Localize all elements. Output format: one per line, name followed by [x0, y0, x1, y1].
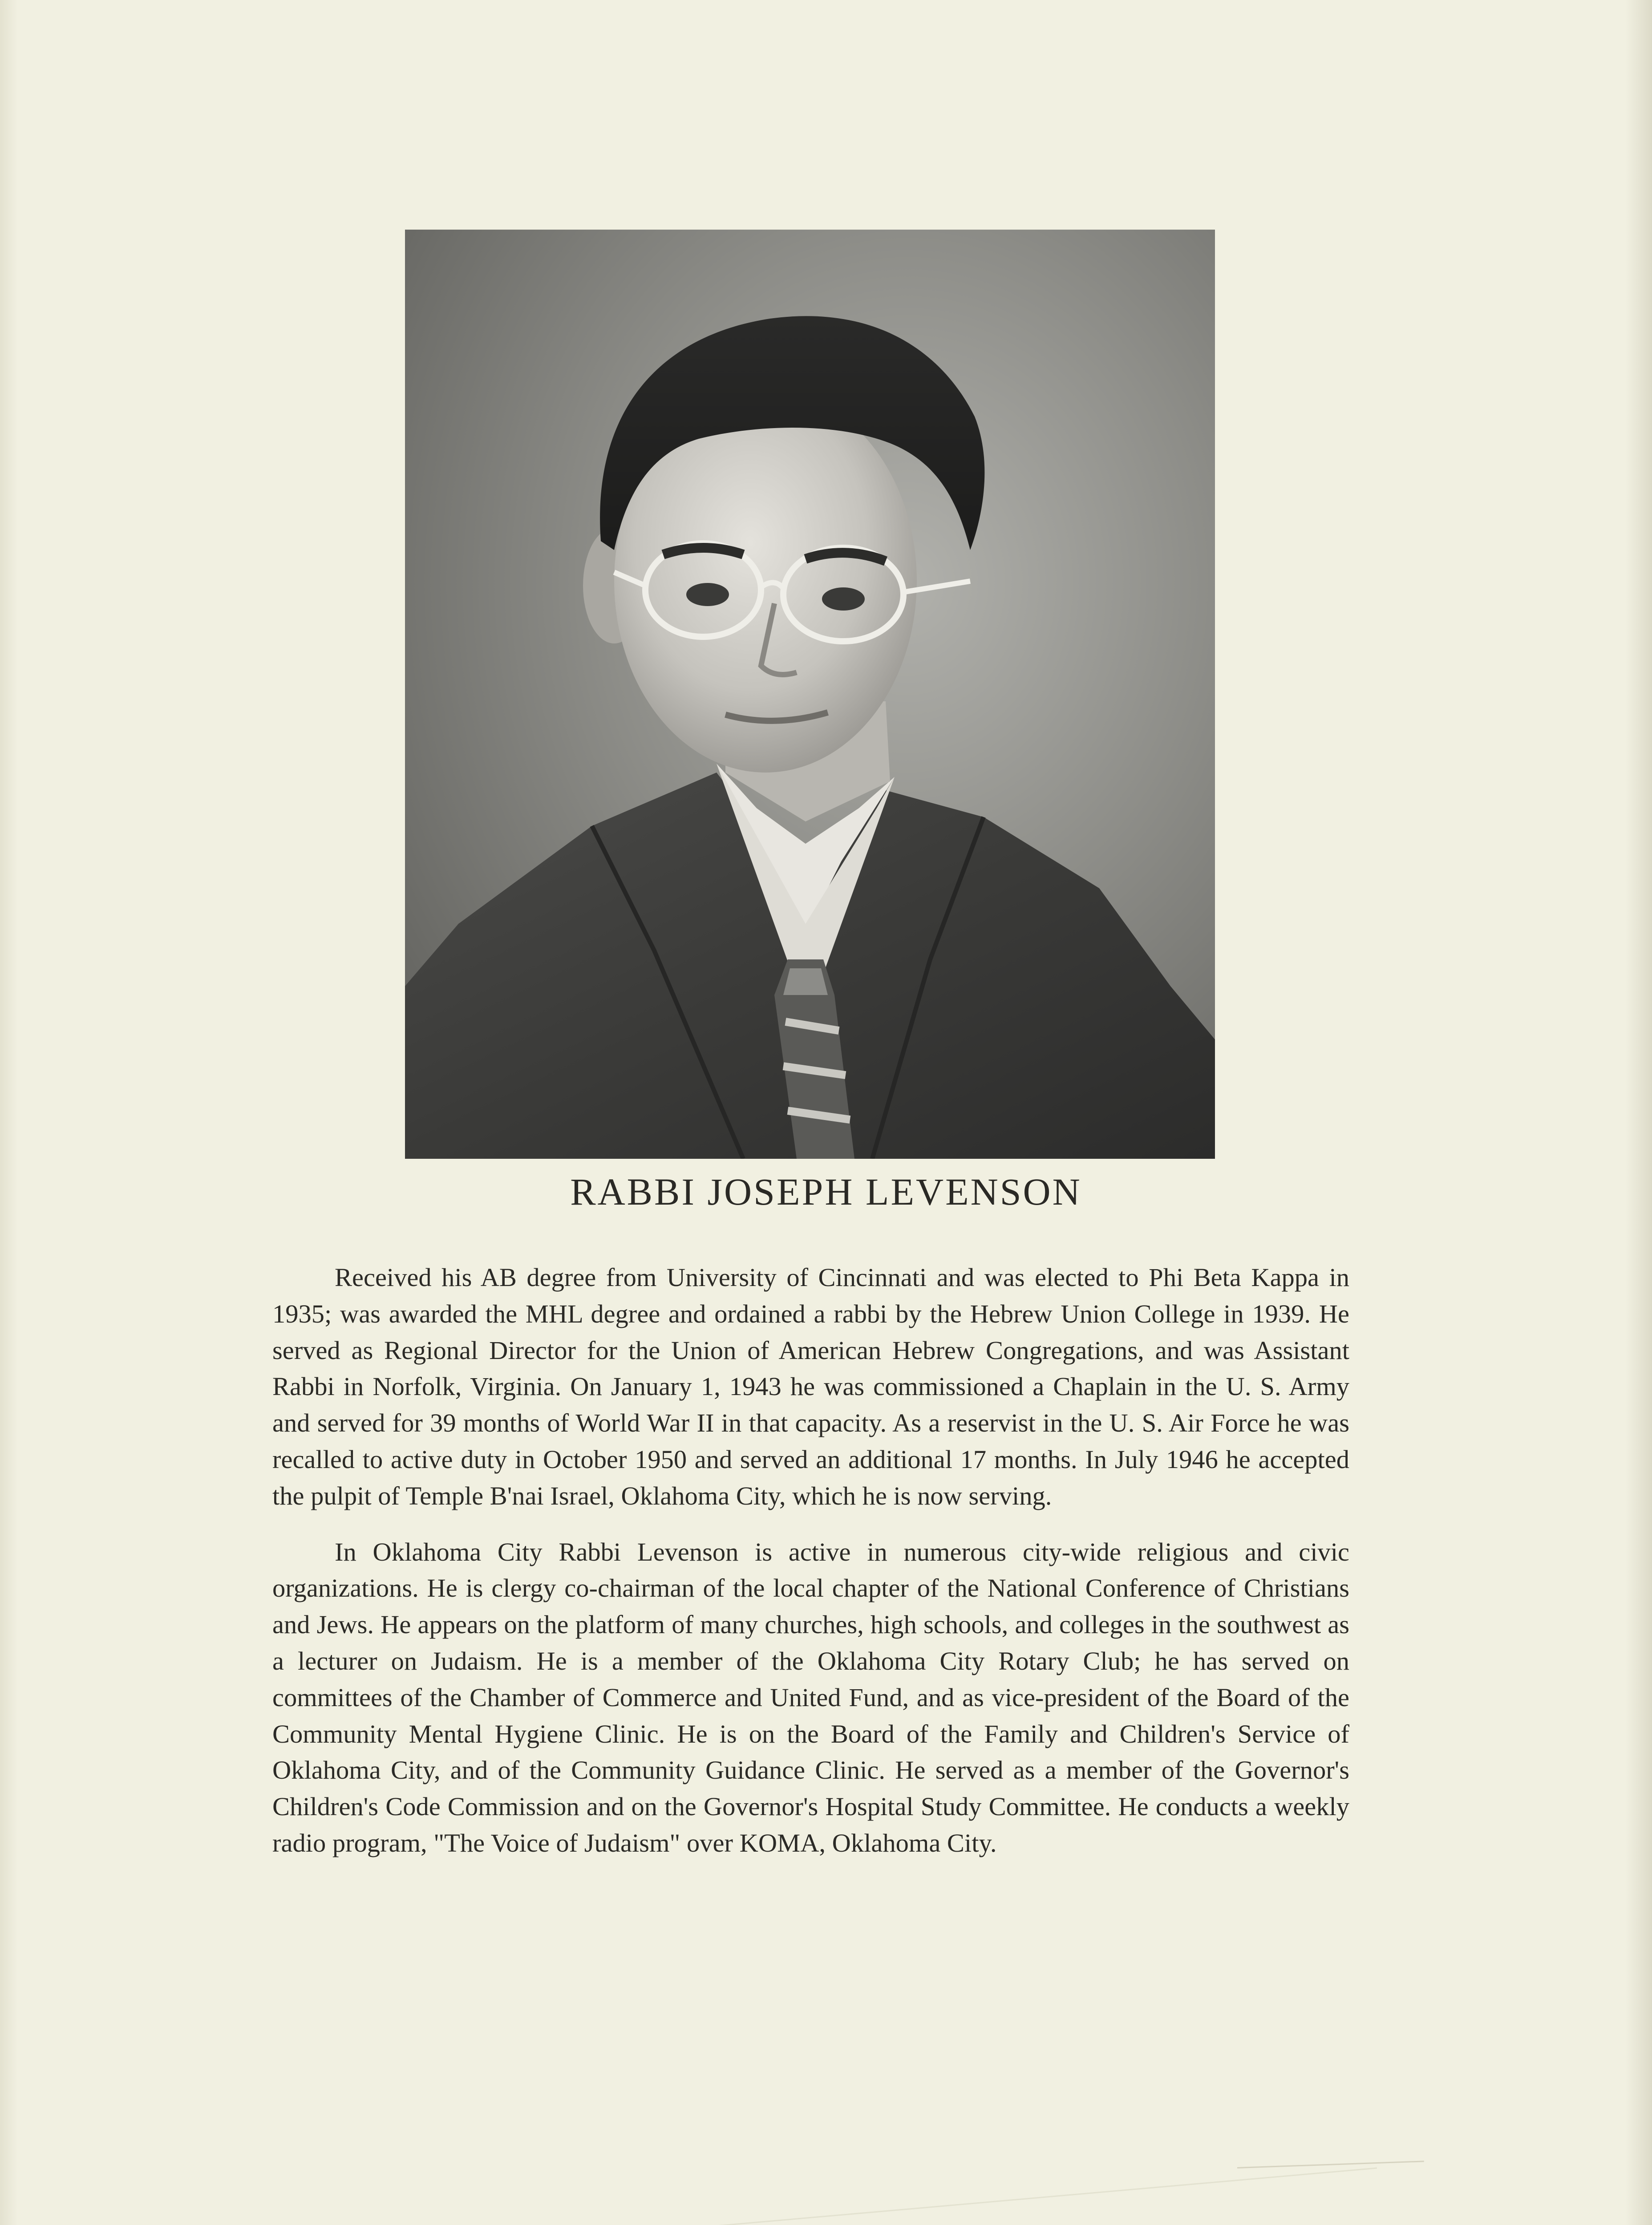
- bio-paragraph: In Oklahoma City Rabbi Levenson is active in numerous city-wide religious and civic organizations. He is clergy co-chairman of the local chapter of the National Conference of Christians and Jews. He appears on the platform of many churches, high schools, and colleges in the southwest as a lecturer on Judaism. He is a member of the Oklahoma City Rotary Club; he has served on committees of the Chamber of Commerce and United Fund, and as vice-president of the Board of the Community Mental Hygiene Clinic. He is on the Board of the Family and Children's Service of Oklahoma City, and of the Community Guidance Clinic. He served as a member of the Governor's Children's Code Commission and on the Governor's Hospital Study Committee. He conducts a weekly radio program, "The Voice of Judaism" over KOMA, Oklahoma City.: [272, 1537, 1349, 1857]
- paper-scuff: [668, 2168, 1377, 2225]
- portrait-caption: RABBI JOSEPH LEVENSON: [570, 1170, 1082, 1213]
- bio-paragraph: Received his AB degree from University of Cincinnati and was elected to Phi Beta Kappa in 1935; was awarded the MHL degree and ordained a rabbi by the Hebrew Union College in 1939. He served as Regional Director for the Union of American Hebrew Congregations, and was Assistant Rabbi in Norfolk, Virginia. On January 1, 1943 he was commissioned a Chaplain in the U. S. Army and served for 39 months of World War II in that capacity. As a reservist in the U. S. Air Force he was recalled to active duty in October 1950 and served an additional 17 months. In July 1946 he accepted the pulpit of Temple B'nai Israel, Oklahoma City, which he is now serving.: [272, 1263, 1349, 1510]
- page-edge-right: [1625, 0, 1652, 2225]
- page-edge-left: [0, 0, 18, 2225]
- biography-text: [272, 1259, 1349, 1861]
- paper-scuff: [1237, 2160, 1424, 2168]
- portrait-photo: [405, 230, 1215, 1159]
